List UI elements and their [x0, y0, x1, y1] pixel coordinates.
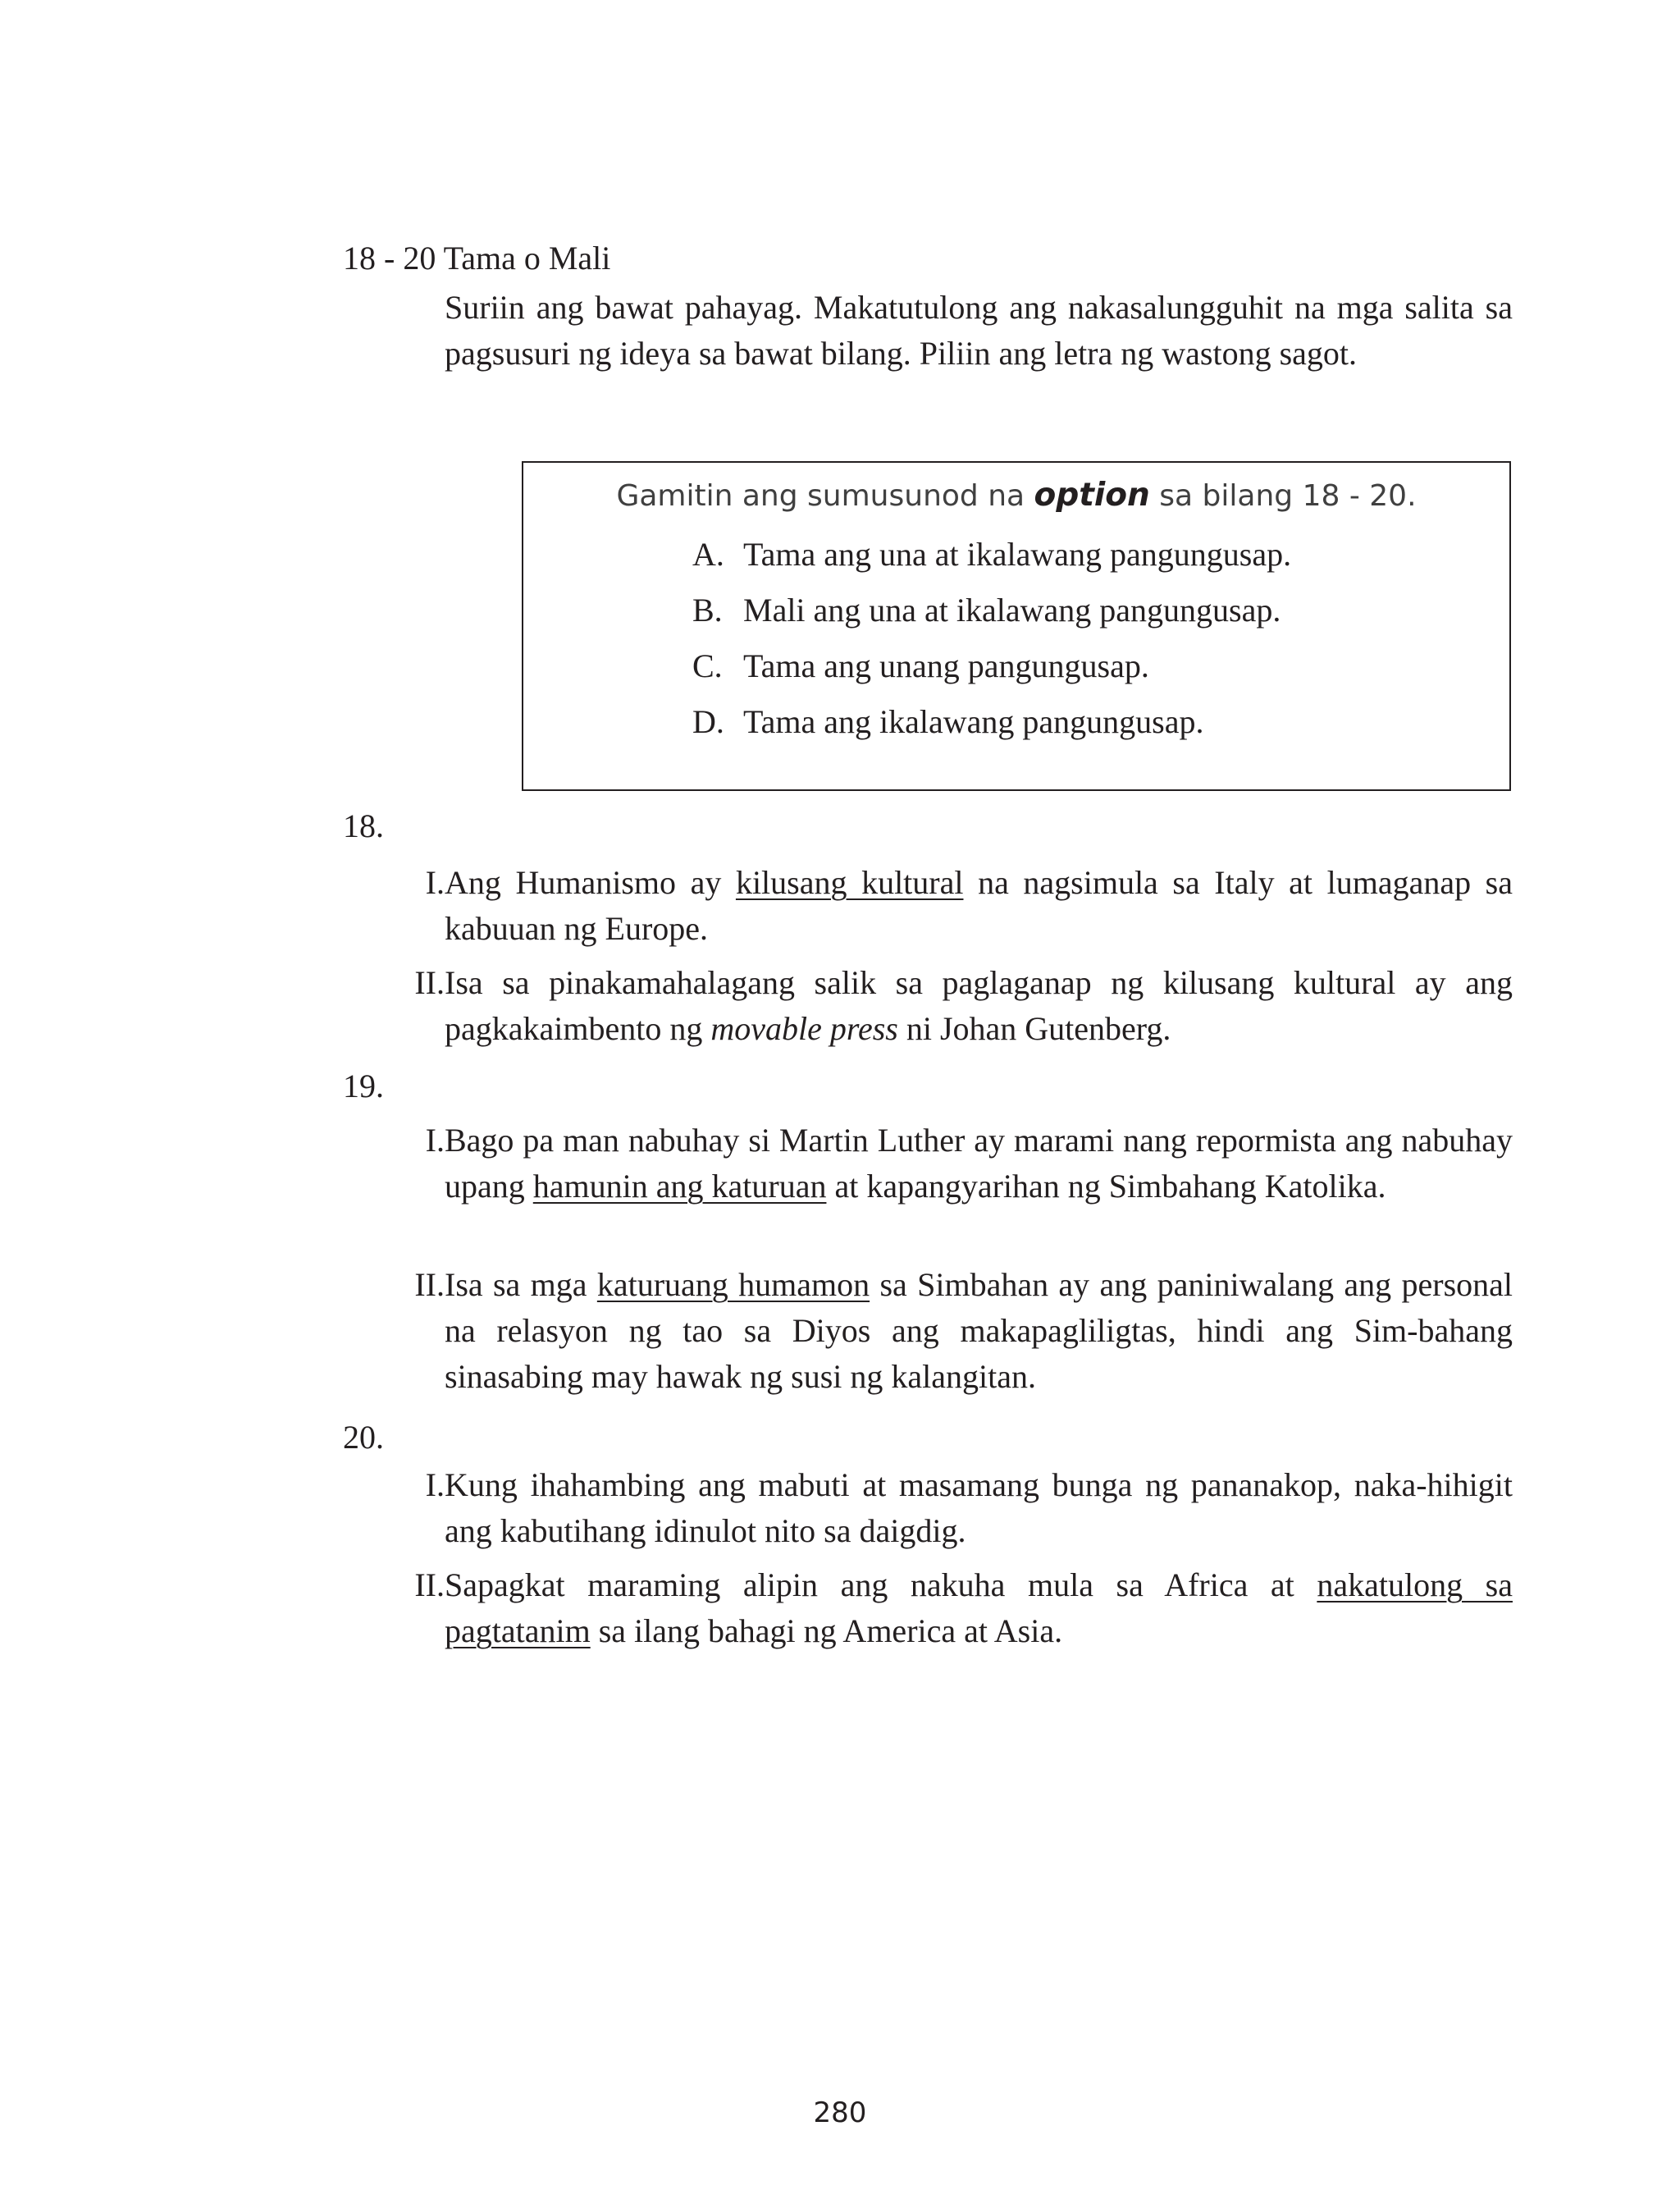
- statement-text: [445, 1562, 1513, 1654]
- statement-text-part: Isa sa pinakamahalagang salik sa paglaganap ng kilusang kultural ay ang pagkakaimbento ng: [445, 964, 1513, 1047]
- option-text: Mali ang una at ikalawang pangungusap.: [743, 592, 1281, 629]
- statement-numeral: I.: [425, 1122, 445, 1159]
- option-a: [692, 532, 1291, 578]
- caption-text-after: sa bilang 18 - 20.: [1159, 479, 1417, 513]
- statement-text-part: at kapangyarihan ng Simbahang Katolika.: [826, 1168, 1386, 1205]
- statement-text-part: Isa sa mga: [445, 1266, 597, 1303]
- option-letter: B.: [692, 592, 723, 629]
- option-text: Tama ang ikalawang pangungusap.: [743, 703, 1204, 740]
- statement-numeral: II.: [414, 1266, 445, 1303]
- instructions-paragraph: Suriin ang bawat pahayag. Makatutulong ang nakasalungguhit na mga salita sa pagsusuri ng ideya sa bawat bilang. Piliin ang letra ng wastong sagot.: [445, 289, 1513, 372]
- statement-text-part: Bago pa man nabuhay si Martin Luther ay marami nang repormista ang nabuhay upang: [445, 1122, 1513, 1205]
- statement-text: [445, 1462, 1513, 1554]
- option-d: [692, 699, 1203, 745]
- option-c: [692, 643, 1149, 689]
- question-number-20: 20.: [343, 1419, 384, 1456]
- question-number-19: 19.: [343, 1068, 384, 1104]
- option-text: Tama ang una at ikalawang pangungusap.: [743, 536, 1292, 573]
- option-box-caption: [523, 473, 1509, 519]
- underlined-phrase: hamunin ang katuruan: [532, 1168, 827, 1205]
- statement-text-part: sa ilang bahagi ng America at Asia.: [590, 1612, 1063, 1649]
- option-b: [692, 588, 1281, 633]
- option-letter: D.: [692, 703, 724, 740]
- option-text: Tama ang unang pangungusap.: [743, 647, 1149, 684]
- statement-numeral: II.: [414, 1566, 445, 1603]
- statement-numeral: I.: [425, 1466, 445, 1503]
- statement-text: [445, 1262, 1513, 1400]
- statement-text-part: Kung ihahambing ang mabuti at masamang bunga ng pananakop, naka-hihigit ang kabutihang idinulot nito sa daigdig.: [445, 1466, 1513, 1549]
- statement-text-part: Sapagkat maraming alipin ang nakuha mula sa Africa at: [445, 1566, 1317, 1603]
- underlined-phrase: kilusang kultural: [735, 864, 964, 901]
- statement-text-part: na nagsimula sa Italy at lumaganap sa kabuuan ng Europe.: [445, 864, 1513, 947]
- statement-text: [445, 960, 1513, 1052]
- page-number: 280: [813, 2096, 867, 2129]
- statement-numeral: II.: [414, 964, 445, 1001]
- caption-emphasis: option: [1034, 477, 1150, 514]
- statement-text-part: sa Simbahan ay ang paniniwalang ang personal na relasyon ng tao sa Diyos ang makapagliligtas, hindi ang Sim-bahang sinasabing may hawak ng susi ng kalangitan.: [445, 1266, 1513, 1395]
- statement-text: [445, 860, 1513, 952]
- statement-text-part: Ang Humanismo ay: [445, 864, 736, 901]
- underlined-phrase: nakatulong sa pagtatanim: [445, 1566, 1513, 1649]
- option-letter: A.: [692, 536, 724, 573]
- caption-text-before: Gamitin ang sumusunod na: [616, 479, 1025, 513]
- option-box: [522, 461, 1511, 791]
- statement-text: [445, 1118, 1513, 1209]
- option-letter: C.: [692, 647, 723, 684]
- italic-phrase: movable press: [710, 1010, 898, 1047]
- statement-text-part: ni Johan Gutenberg.: [897, 1010, 1171, 1047]
- question-number-18: 18.: [343, 807, 384, 844]
- underlined-phrase: katuruang humamon: [596, 1266, 870, 1303]
- section-heading: 18 - 20 Tama o Mali: [343, 240, 611, 277]
- statement-numeral: I.: [425, 864, 445, 901]
